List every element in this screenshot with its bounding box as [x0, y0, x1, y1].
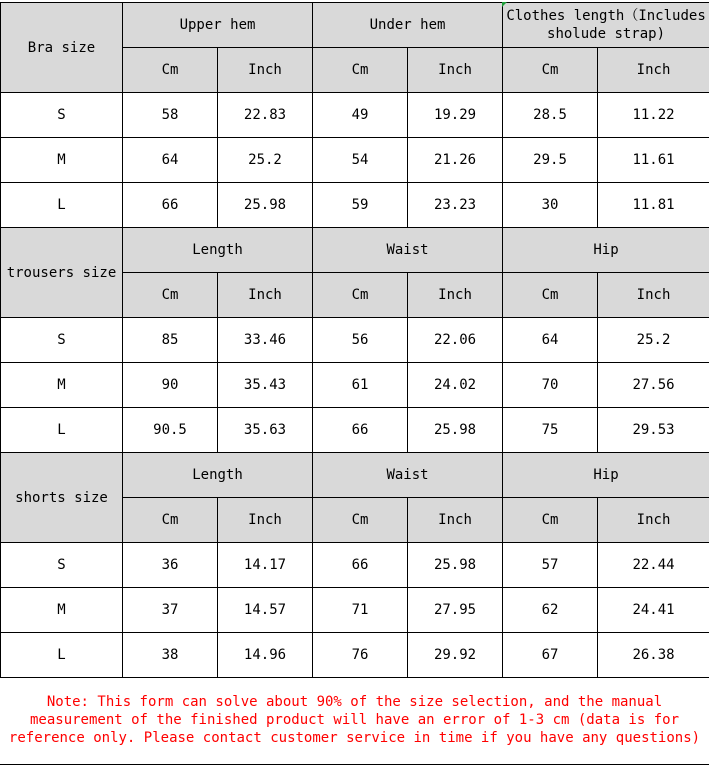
- trousers-size-unit-header: Cm: [313, 273, 408, 318]
- bra-size-size-cell: S: [1, 93, 123, 138]
- cell-comment-marker: [502, 2, 507, 7]
- shorts-size-label: shorts size: [1, 453, 123, 543]
- shorts-size-size-cell: S: [1, 543, 123, 588]
- bra-size-value-cell: 59: [313, 183, 408, 228]
- bra-size-value-cell: 58: [123, 93, 218, 138]
- bra-size-value-cell: 30: [503, 183, 598, 228]
- bra-size-unit-header: Cm: [313, 48, 408, 93]
- bra-size-value-cell: 11.61: [598, 138, 709, 183]
- trousers-size-value-cell: 27.56: [598, 363, 709, 408]
- trousers-size-group-header: Waist: [313, 228, 503, 273]
- trousers-size-value-cell: 64: [503, 318, 598, 363]
- disclaimer-note: Note: This form can solve about 90% of the size selection, and the manual measurement of the finished product will have an error of 1-3 cm (data is for reference only. Please contact customer service in time if you have any questions): [8, 694, 701, 746]
- trousers-size-value-cell: 61: [313, 363, 408, 408]
- bra-size-value-cell: 22.83: [218, 93, 313, 138]
- trousers-size-value-cell: 35.63: [218, 408, 313, 453]
- shorts-size-value-cell: 38: [123, 633, 218, 678]
- shorts-size-size-cell: M: [1, 588, 123, 633]
- shorts-size-value-cell: 27.95: [408, 588, 503, 633]
- bra-size-size-cell: L: [1, 183, 123, 228]
- shorts-size-group-header-row: [1, 453, 709, 498]
- shorts-size-unit-header: Inch: [408, 498, 503, 543]
- shorts-size-value-cell: 67: [503, 633, 598, 678]
- bra-size-group-header: Under hem: [313, 3, 503, 48]
- bra-size-group-header: Clothes length（Includes sholude strap): [503, 3, 709, 48]
- trousers-size-unit-header: Cm: [123, 273, 218, 318]
- shorts-size-row-l: [1, 633, 709, 678]
- bra-size-unit-header: Cm: [123, 48, 218, 93]
- shorts-size-value-cell: 36: [123, 543, 218, 588]
- trousers-size-group-header-row: [1, 228, 709, 273]
- bra-size-group-header: Upper hem: [123, 3, 313, 48]
- bra-size-unit-header: Cm: [503, 48, 598, 93]
- trousers-size-value-cell: 56: [313, 318, 408, 363]
- bra-size-value-cell: 54: [313, 138, 408, 183]
- trousers-size-value-cell: 25.98: [408, 408, 503, 453]
- shorts-size-unit-header: Cm: [313, 498, 408, 543]
- bra-size-value-cell: 66: [123, 183, 218, 228]
- shorts-size-value-cell: 71: [313, 588, 408, 633]
- bra-size-value-cell: 23.23: [408, 183, 503, 228]
- bra-size-size-cell: M: [1, 138, 123, 183]
- shorts-size-value-cell: 14.96: [218, 633, 313, 678]
- trousers-size-value-cell: 24.02: [408, 363, 503, 408]
- trousers-size-group-header: Length: [123, 228, 313, 273]
- shorts-size-group-header: Length: [123, 453, 313, 498]
- trousers-size-value-cell: 66: [313, 408, 408, 453]
- bra-size-row-m: [1, 138, 709, 183]
- bra-size-value-cell: 28.5: [503, 93, 598, 138]
- size-table: [0, 2, 709, 678]
- trousers-size-unit-header: Inch: [408, 273, 503, 318]
- trousers-size-label: trousers size: [1, 228, 123, 318]
- shorts-size-group-header: Waist: [313, 453, 503, 498]
- trousers-size-value-cell: 22.06: [408, 318, 503, 363]
- trousers-size-value-cell: 33.46: [218, 318, 313, 363]
- shorts-size-value-cell: 14.17: [218, 543, 313, 588]
- bra-size-unit-header: Inch: [598, 48, 709, 93]
- shorts-size-group-header: Hip: [503, 453, 709, 498]
- trousers-size-unit-header: Cm: [503, 273, 598, 318]
- bra-size-value-cell: 49: [313, 93, 408, 138]
- bra-size-value-cell: 25.2: [218, 138, 313, 183]
- bra-size-value-cell: 21.26: [408, 138, 503, 183]
- trousers-size-row-s: [1, 318, 709, 363]
- bra-size-group-header-row: [1, 3, 709, 48]
- trousers-size-value-cell: 90.5: [123, 408, 218, 453]
- bra-size-value-cell: 64: [123, 138, 218, 183]
- shorts-size-unit-header: Inch: [598, 498, 709, 543]
- trousers-size-value-cell: 75: [503, 408, 598, 453]
- trousers-size-value-cell: 35.43: [218, 363, 313, 408]
- trousers-size-group-header: Hip: [503, 228, 709, 273]
- size-table-body: [1, 3, 709, 678]
- shorts-size-value-cell: 66: [313, 543, 408, 588]
- trousers-size-size-cell: S: [1, 318, 123, 363]
- shorts-size-unit-header: Cm: [123, 498, 218, 543]
- bra-size-label: Bra size: [1, 3, 123, 93]
- shorts-size-value-cell: 29.92: [408, 633, 503, 678]
- trousers-size-row-l: [1, 408, 709, 453]
- shorts-size-value-cell: 37: [123, 588, 218, 633]
- trousers-size-row-m: [1, 363, 709, 408]
- bra-size-row-l: [1, 183, 709, 228]
- trousers-size-value-cell: 70: [503, 363, 598, 408]
- bra-size-value-cell: 11.81: [598, 183, 709, 228]
- shorts-size-unit-header: Cm: [503, 498, 598, 543]
- bra-size-value-cell: 19.29: [408, 93, 503, 138]
- trousers-size-size-cell: L: [1, 408, 123, 453]
- shorts-size-value-cell: 57: [503, 543, 598, 588]
- trousers-size-value-cell: 29.53: [598, 408, 709, 453]
- trousers-size-unit-header: Inch: [218, 273, 313, 318]
- trousers-size-value-cell: 90: [123, 363, 218, 408]
- bra-size-row-s: [1, 93, 709, 138]
- shorts-size-value-cell: 26.38: [598, 633, 709, 678]
- shorts-size-value-cell: 14.57: [218, 588, 313, 633]
- trousers-size-size-cell: M: [1, 363, 123, 408]
- trousers-size-unit-header: Inch: [598, 273, 709, 318]
- bra-size-value-cell: 25.98: [218, 183, 313, 228]
- trousers-size-value-cell: 25.2: [598, 318, 709, 363]
- shorts-size-value-cell: 24.41: [598, 588, 709, 633]
- shorts-size-value-cell: 62: [503, 588, 598, 633]
- bra-size-value-cell: 29.5: [503, 138, 598, 183]
- shorts-size-value-cell: 76: [313, 633, 408, 678]
- shorts-size-size-cell: L: [1, 633, 123, 678]
- bra-size-value-cell: 11.22: [598, 93, 709, 138]
- trousers-size-value-cell: 85: [123, 318, 218, 363]
- shorts-size-row-m: [1, 588, 709, 633]
- shorts-size-row-s: [1, 543, 709, 588]
- shorts-size-unit-header: Inch: [218, 498, 313, 543]
- shorts-size-value-cell: 25.98: [408, 543, 503, 588]
- shorts-size-value-cell: 22.44: [598, 543, 709, 588]
- bra-size-unit-header: Inch: [408, 48, 503, 93]
- bra-size-unit-header: Inch: [218, 48, 313, 93]
